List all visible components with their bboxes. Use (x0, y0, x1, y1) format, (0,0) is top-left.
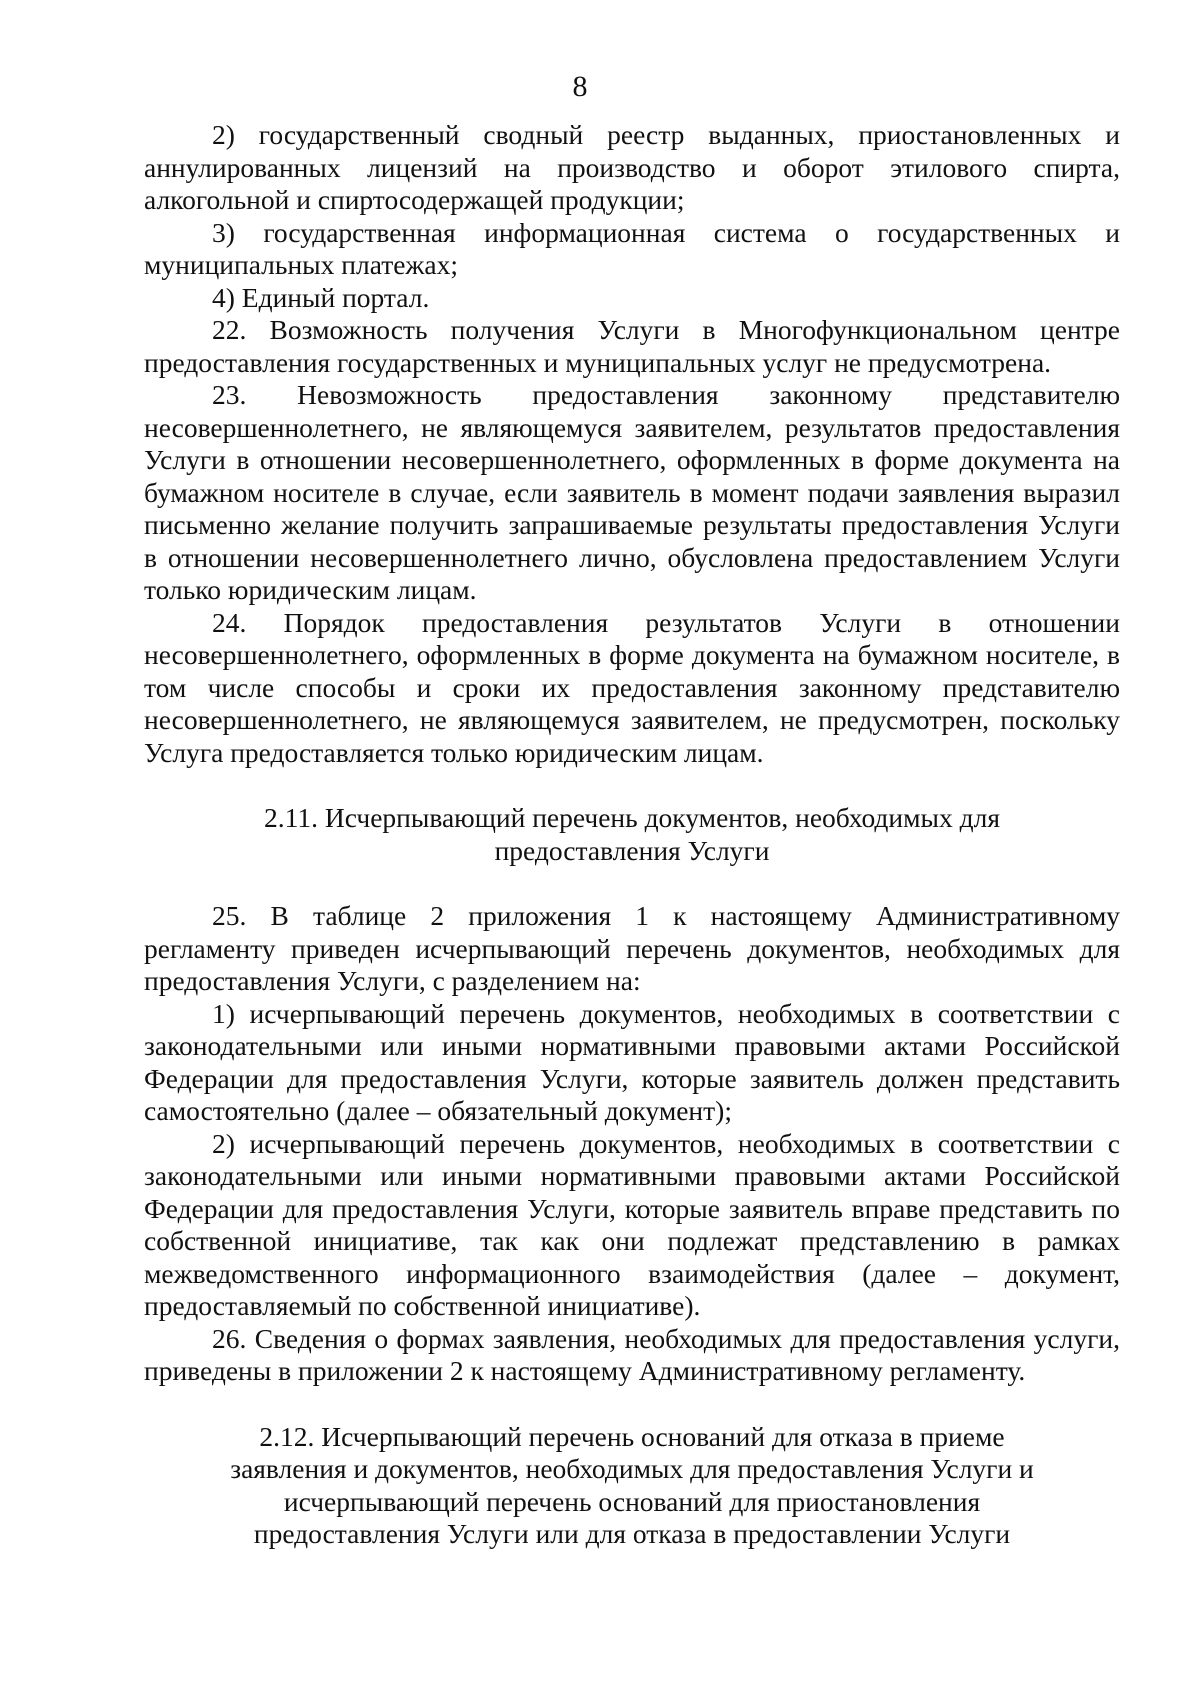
paragraph-22: 22. Возможность получения Услуги в Многофункциональном центре предоставления государственных и муниципальных услуг не предусмотрена. (144, 314, 1120, 378)
section-heading-2-12: 2.12. Исчерпывающий перечень оснований для отказа в приеме заявления и документов, необходимых для предоставления Услуги и исчерпывающий перечень оснований для приостановления предоставления Услуги или для отказа в предоставлении Услуги (230, 1420, 1034, 1549)
paragraph-item-2: 2) государственный сводный реестр выданных, приостановленных и аннулированных лицензий на производство и оборот этилового спирта, алкогольной и спиртосодержащей продукции; (144, 119, 1120, 215)
paragraph-item-3: 3) государственная информационная система о государственных и муниципальных платежах; (144, 216, 1120, 280)
document-body (144, 119, 1120, 1551)
paragraph-25-item-1: 1) исчерпывающий перечень документов, необходимых в соответствии с законодательными или иными нормативными правовыми актами Российской Федерации для предоставления Услуги, которые заявитель должен представить самостоятельно (далее – обязательный документ); (144, 997, 1120, 1126)
paragraph-item-4: 4) Единый портал. (212, 281, 430, 313)
paragraph-24: 24. Порядок предоставления результатов Услуги в отношении несовершеннолетнего, оформленных в форме документа на бумажном носителе, в том числе способы и сроки их предоставления законному представителю несовершеннолетнего, не являющемуся заявителем, не предусмотрен, поскольку Услуга предоставляется только юридическим лицам. (144, 606, 1120, 768)
paragraph-26: 26. Сведения о формах заявления, необходимых для предоставления услуги, приведены в приложении 2 к настоящему Административному регламенту. (144, 1322, 1120, 1386)
page-number: 8 (572, 70, 588, 103)
section-heading-2-11: 2.11. Исчерпывающий перечень документов, необходимых для предоставления Услуги (264, 802, 1000, 866)
paragraph-25: 25. В таблице 2 приложения 1 к настоящему Административному регламенту приведен исчерпывающий перечень документов, необходимых для предоставления Услуги, с разделением на: (144, 900, 1120, 996)
paragraph-25-item-2: 2) исчерпывающий перечень документов, необходимых в соответствии с законодательными или иными нормативными правовыми актами Российской Федерации для предоставления Услуги, которые заявитель вправе представить по собственной инициативе, так как они подлежат представлению в рамках межведомственного информационного взаимодействия (далее – документ, предоставляемый по собственной инициативе). (144, 1127, 1120, 1321)
paragraph-23: 23. Невозможность предоставления законному представителю несовершеннолетнего, не являющемуся заявителем, результатов предоставления Услуги в отношении несовершеннолетнего, оформленных в форме документа на бумажном носителе в случае, если заявитель в момент подачи заявления выразил письменно желание получить запрашиваемые результаты предоставления Услуги в отношении несовершеннолетнего лично, обусловлена предоставлением Услуги только юридическим лицам. (144, 379, 1120, 605)
